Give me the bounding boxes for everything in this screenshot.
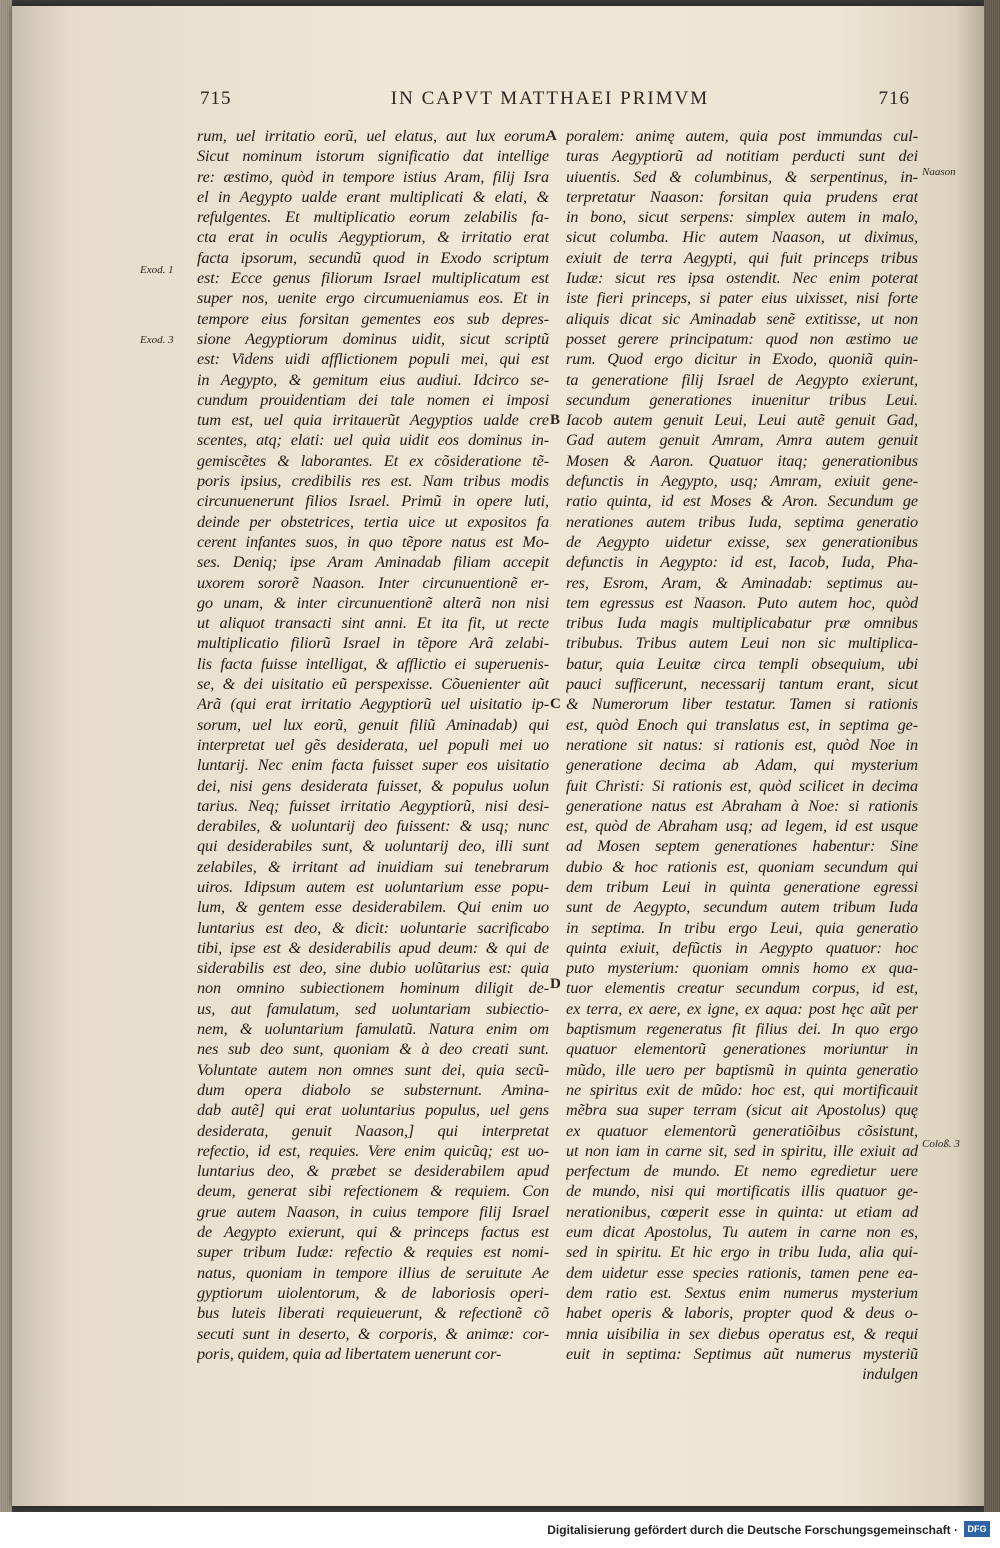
running-title: IN CAPVT MATTHAEI PRIMVM [390,88,710,109]
text-line: Sicut nominum istorum significatio dat intellige [197,147,549,166]
text-line: Arã (qui erat irritatio Aegyptiorũ uel uisitatio ip- [197,695,549,714]
text-line: rum, uel irritatio eorũ, uel elatus, aut lux eorum. [197,127,549,145]
text-line: luntarij. Nec enim facta fuisset super eos uisitatio [197,756,549,775]
text-line: mũdo, ille uero per baptismũ in quinta generatio [566,1060,918,1079]
running-head [190,88,910,112]
text-line: deum, generat sibi refectionem & requiem. Con [197,1182,549,1201]
text-line: tem egressus est Naason. Puto autem hoc, quòd [566,593,918,612]
text-line: Iacob autem genuit Leui, Leui autẽ genuit Gad, [566,411,918,430]
text-line: dem uidetur esse species rationis, tamen pene ea- [566,1263,918,1282]
page-stack-edge-right [984,0,1000,1512]
text-line: super tribum Iudæ: refectio & requies est nomi- [197,1243,549,1262]
text-line: in bono, sicut serpens: simplex autem in malo, [566,208,918,227]
text-line: facta ipsorum, secundũ quod in Exodo scriptum [197,248,549,267]
text-line: sed in spiritu. Et hic ergo in tribu Iuda, alia qui- [566,1243,918,1262]
text-line: est, quòd de Abraham usq; ad legem, id est usque [566,817,918,836]
text-line: in Aegypto, & gemitum eius audiui. Idcirco se- [197,370,549,389]
text-line: ratio quinta, id est Moses & Aron. Secundum ge [566,492,918,511]
text-line: gyptiorum uiolentorum, & de laboriosis operi- [197,1283,549,1302]
text-line: eum dicat Apostolus, Tu autem in carne non es, [566,1223,918,1242]
text-line: rum. Quod ergo dicitur in Exodo, quoniã quin- [566,350,918,369]
text-line: super nos, uenite ergo circumueniamus eos. Et in [197,289,549,308]
text-line: quatuor elementorũ generationes moriuntur in [566,1040,918,1059]
margin-note-naason: Naason [922,166,956,178]
text-line: luntarius deo, & præbet se desiderabilem apud [197,1162,549,1181]
section-letter-d: D [550,976,561,992]
text-line: nerationes autem tribus Iuda, septima generatio [566,512,918,531]
text-line: dem ratio est. Sextus enim numerus mysterium [566,1283,918,1302]
text-line: terpretatur Naason: forsitan quia prudens erat [566,187,918,206]
text-line: dem tribum Leui in quinta generatione egressi [566,877,918,896]
text-line: multiplicatio filiorũ Israel in tẽpore Arã zelabi- [197,634,549,653]
text-line: ses. Deniq; ipse Aram Aminadab filiam accepit [197,553,549,572]
text-line: fuit Christi: Si rationis est, quòd scilicet in decima [566,776,918,795]
text-line: tempore eius forsitan gementes eos sub depres- [197,309,549,328]
text-line: pauci sufficerunt, necessarij tantum erant, sicut [566,675,918,694]
footer-bar [0,1512,1000,1548]
text-line: us, aut famulatum, sed uoluntariam subiectio- [197,999,549,1018]
text-line: qui desiderabiles sunt, & uoluntarij deo, illi sunt [197,837,549,856]
text-line: secuti sunt in deserto, & corporis, & animæ: cor- [197,1324,549,1343]
text-line: exiuit de terra Aegypti, qui fuit princeps tribus [566,248,918,267]
margin-note-exod1: Exod. 1 [140,264,174,276]
text-line: tribubus. Tribus autem Leui non sic multiplica- [566,634,918,653]
text-line: habet operis & laboris, propter quod & deus o- [566,1304,918,1323]
text-line: cta erat in oculis Aegyptiorum, & irritatio erat [197,228,549,247]
section-letter-c: C [550,696,561,712]
margin-note-exod3: Exod. 3 [140,334,174,346]
text-line: Iudæ: sicut res ipsa ostendit. Nec enim poterat [566,269,918,288]
text-line: luntarius est deo, & dicit: uoluntarie sacrificabo [197,918,549,937]
text-line: ut aliquot transacti sint anni. Et ita fit, ut recte [197,614,549,633]
text-line: sorum, uel lux eorũ, genuit filiũ Aminadab) qui [197,715,549,734]
text-line: est: Videns uidi afflictionem populi mei, qui est [197,350,549,369]
section-letter-a: A [546,128,557,144]
margin-note-coloss: Coloß. 3 [922,1138,960,1150]
text-line: nerationibus, cœperit esse in quinta: ut etiam ad [566,1202,918,1221]
text-line: baptismum regeneratus fit filius dei. In quo ergo [566,1020,918,1039]
text-line: cundum prouidentiam dei tale nomen ei imposi [197,390,549,409]
text-line: uxorem sororẽ Naason. Inter circunuentionẽ er- [197,573,549,592]
text-line: non omnino subiectionem hominum diligit de- [197,979,549,998]
text-line: poris ipsius, credibilis res est. Nam tribus modis [197,472,549,491]
text-line: de mundo, nisi qui mortificatis illis quatuor ge- [566,1182,918,1201]
text-line: gemiscẽtes & laborantes. Et ex cõsideratione tẽ- [197,451,549,470]
text-line: generatione decima ab Adam, qui mysterium [566,756,918,775]
text-line: interpretat uel gẽs desiderata, uel populi mei uo [197,735,549,754]
text-line: & Numerorum liber testatur. Tamen si rationis [566,695,918,714]
text-line: lum, & gentem esse desiderabilem. Qui enim uo [197,898,549,917]
text-line: cerent infantes suos, in quo tẽpore natus est Mo- [197,532,549,551]
text-line: euit in septima: Septimus aũt numerus mysteriũ [566,1344,918,1363]
text-line: tarius. Neq; fuisset irritatio Aegyptiorũ, nisi desi- [197,796,549,815]
text-line: tum est, uel quia irritauerũt Aegyptios ualde cre [197,411,549,430]
text-line: tribus Iuda magis multiplicabatur præ omnibus [566,614,918,633]
text-line: ta generatione filij Israel de Aegypto exierunt, [566,370,918,389]
text-line: nem, & uoluntarium famulatũ. Natura enim om [197,1020,549,1039]
text-line: refulgentes. Et multiplicatio eorum zelabilis fa- [197,208,549,227]
text-line: est: Ecce genus filiorum Israel multiplicatum est [197,269,549,288]
text-line: grue autem Naason, in cuius tempore filij Israel [197,1202,549,1221]
text-line: batur, quia Leuitæ circa templi obsequium, ubi [566,654,918,673]
text-line: quinta exiuit, defũctis in Aegypto quatuor: hoc [566,938,918,957]
text-line: ex quatuor elementorũ generatiõibus cõsistunt, [566,1121,918,1140]
section-letter-b: B [550,412,561,428]
text-line: mnia uisibilia in sex diebus operatus est, & requi [566,1324,918,1343]
text-line: de Aegypto exierunt, qui & princeps factus est [197,1223,549,1242]
text-line: poris, quidem, quia ad libertatem uenerunt cor- [197,1344,502,1363]
text-line: sunt de Aegypto, secundum autem tribum Iuda [566,898,918,917]
text-line: sicut columba. Hic autem Naason, ut diximus, [566,228,918,247]
text-line: zelabiles, & irritant ad inuidiam sui tenebrarum [197,857,549,876]
text-line: mẽbra sua super terram (sicut ait Apostolus) quę [566,1101,918,1120]
text-line: ex terra, ex aere, ex igne, ex aqua: post hęc aũt per [566,999,918,1018]
text-column-left [197,126,549,1364]
text-line: perfectum de mundo. Et nemo egredietur uere [566,1162,918,1181]
text-line: circunuenerunt filios Israel. Primũ in opere luti, [197,492,549,511]
text-line: se, & dei uisitatio eũ perspexisse. Cõuenienter aũt [197,675,549,694]
text-line: secundum generationes inuenitur tribus Leui. [566,390,918,409]
text-column-right [566,126,918,1384]
text-line: ad Mosen septem generationes habentur: Sine [566,837,918,856]
text-line: dubio & hoc rationis est, quoniam secundum qui [566,857,918,876]
text-line: iste fieri princeps, si pater eius uixisset, nisi forte [566,289,918,308]
text-line: go unam, & inter circunuentionẽ alterã non nisi [197,593,549,612]
text-line: aliquis dicat sic Aminadab senẽ extitisse, ut non [566,309,918,328]
text-line: posset gerere principatum: quod non æstimo ue [566,329,918,348]
text-line: tuor elementis creatur secundum corpus, id est, [566,979,918,998]
text-line: bus luteis liberati requieuerunt, & refectionẽ cõ [197,1304,549,1323]
text-line: Gad autem genuit Amram, Amra autem genuit [566,431,918,450]
text-line: derabiles, & uoluntarij deo fuissent: & usq; nunc [197,817,549,836]
text-line: turas Aegyptiorũ ad notitiam perducti sunt dei [566,147,918,166]
text-line: poralem: animę autem, quia post immundas cul- [566,127,918,145]
text-line: uiuentis. Sed & columbinus, & serpentinus, in- [566,167,918,186]
text-line: neratione sit natus: si rationis est, quòd Noe in [566,735,918,754]
text-line: natus, quoniam in tempore illius de seruitute Ae [197,1263,549,1282]
text-line: ne spiritus exit de mũdo: hoc est, qui mortificauit [566,1080,918,1099]
text-line: uiros. Idipsum autem est uoluntarium esse popu- [197,877,549,896]
text-line: generatione natus est Abraham à Noe: si rationis [566,796,918,815]
text-line: sione Aegyptiorum dominus uidit, sicut scriptũ [197,329,549,348]
page-number-left: 715 [200,88,232,109]
text-line: nes sub deo sunt, quoniam & à deo creati sunt. [197,1040,549,1059]
text-line: lis facta fuisse intelligat, & afflictio ei superuenis- [197,654,549,673]
text-line: defunctis in Aegypto: id est, Iacob, Iuda, Pha- [566,553,918,572]
text-line: re: æstimo, quòd in tempore istius Aram, filij Isra [197,167,549,186]
text-line: Mosen & Aaron. Quatuor itaq; generationibus [566,451,918,470]
text-line: siderabilis est deo, sine dubio uolũtarius est: quia [197,959,549,978]
text-line: el in Aegypto ualde erant multiplicati & elati, & [197,187,549,206]
text-line: desiderata, genuit Naason,] qui interpretat [197,1121,549,1140]
text-line: tibi, ipse est & desiderabilis apud deum: & qui de [197,938,549,957]
text-line: dum opera diabolo se substernunt. Amina- [197,1080,549,1099]
dfg-logo: DFG [964,1521,990,1537]
text-line: scentes, atq; elati: uel quia uidit eos dominus in- [197,431,549,450]
text-line: est, quòd Enoch qui translatus est, in septima ge- [566,715,918,734]
text-line: de Aegypto uidetur exisse, sex generationibus [566,532,918,551]
text-line: refectio, id est, requies. Vere enim quicũq; est uo- [197,1141,549,1160]
text-line: in septima. In tribu ergo Leui, quia generatio [566,918,918,937]
text-line: ut non iam in carne sit, sed in spiritu, ille exiuit ad [566,1141,918,1160]
text-line: res, Esrom, Aram, & Aminadab: septimus au- [566,573,918,592]
text-line: defunctis in Aegypto, usq; Amram, exiuit gene- [566,472,918,491]
text-line: dei, nisi gens desiderata fuisset, & populus uolun [197,776,549,795]
funding-notice: Digitalisierung gefördert durch die Deutsche Forschungsgemeinschaft · [547,1523,958,1537]
text-line: Voluntate autem non omnes sunt dei, quia secũ- [197,1060,549,1079]
text-line: puto mysterium: quoniam omnis homo ex qua- [566,959,918,978]
text-line: dab autẽ] qui erat uoluntarius populus, uel gens [197,1101,549,1120]
page-stack-edge-left [0,0,12,1512]
text-line: indulgen [862,1365,918,1384]
page-number-right: 716 [878,88,910,109]
text-line: deinde per obstetrices, tertia uice ut expositos fa [197,512,549,531]
